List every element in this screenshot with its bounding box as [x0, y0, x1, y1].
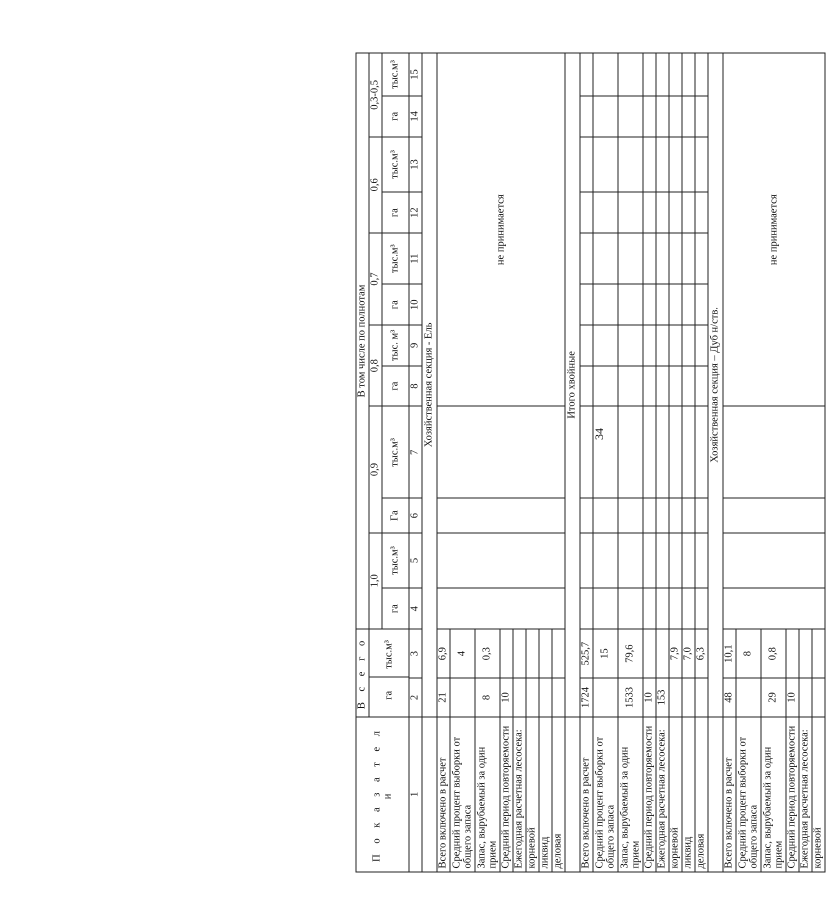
cell-total-vol — [552, 629, 565, 678]
row-label: корневой — [526, 717, 539, 872]
density-cell — [593, 588, 618, 629]
header-unit-vol: тыс. м³ — [382, 325, 409, 366]
density-cell — [593, 53, 618, 96]
density-cell — [593, 233, 618, 284]
column-number: 4 — [409, 588, 422, 629]
row-label: ликвид — [539, 717, 552, 872]
density-cell — [695, 406, 708, 498]
row-label: Запас, вырубаемый за один прием — [618, 717, 643, 872]
cell-total-vol — [799, 629, 812, 678]
cell-total-ha: 10 — [786, 678, 799, 717]
cell-total-ha — [513, 678, 526, 717]
not-accepted-note: не принимается — [437, 53, 565, 406]
header-total: В с е г о — [356, 629, 369, 717]
density-cell — [643, 284, 656, 325]
header-density-2: 0,9 — [369, 406, 382, 532]
density-cell — [682, 233, 695, 284]
cell-total-ha — [682, 678, 695, 717]
density-cell — [682, 498, 695, 532]
density-cell — [643, 53, 656, 96]
density-cell — [580, 192, 593, 233]
density-cell — [682, 192, 695, 233]
cell-total-vol — [500, 629, 513, 678]
density-cell — [656, 406, 669, 498]
density-cell — [656, 498, 669, 532]
cell-total-vol — [786, 629, 799, 678]
density-cell — [656, 366, 669, 407]
density-cell — [593, 325, 618, 366]
header-unit-ha: га — [382, 284, 409, 325]
cell-total-vol: 4 — [450, 629, 475, 678]
header-total-ha: га — [370, 676, 409, 713]
density-cell — [580, 366, 593, 407]
density-cell — [656, 588, 669, 629]
column-number: 3 — [409, 629, 422, 678]
density-cell — [682, 325, 695, 366]
rotated-table-frame — [356, 53, 824, 873]
header-density-3: 0,8 — [369, 325, 382, 406]
cell-total-vol: 7,0 — [682, 629, 695, 678]
column-number: 13 — [409, 137, 422, 193]
density-cell — [669, 325, 682, 366]
density-cell — [580, 96, 593, 137]
density-cell — [643, 96, 656, 137]
density-cell — [695, 366, 708, 407]
column-number: 7 — [409, 406, 422, 498]
header-unit-ha: Га — [382, 498, 409, 532]
density-cell — [618, 53, 643, 96]
cell-total-ha: 29 — [761, 678, 786, 717]
row-label: корневой — [812, 717, 825, 872]
table-row — [669, 53, 682, 872]
density-cell — [723, 498, 825, 532]
cell-total-ha — [450, 678, 475, 717]
density-cell — [618, 137, 643, 193]
cell-total-ha — [552, 678, 565, 717]
column-number: 14 — [409, 96, 422, 137]
density-cell — [682, 96, 695, 137]
row-label: Запас, вырубаемый за один прием — [761, 717, 786, 872]
table-row — [643, 53, 656, 872]
row-label: Средний процент выборки от общего запаса — [736, 717, 761, 872]
density-cell — [593, 96, 618, 137]
column-number: 12 — [409, 192, 422, 233]
density-cell — [593, 498, 618, 532]
cell-total-ha: 1724 — [580, 678, 593, 717]
density-cell — [695, 588, 708, 629]
table-row — [695, 53, 708, 872]
density-cell — [643, 533, 656, 589]
density-cell — [618, 233, 643, 284]
cell-total-ha — [812, 678, 825, 717]
density-cell — [695, 53, 708, 96]
density-cell — [643, 137, 656, 193]
row-label: Всего включено в расчет — [723, 717, 736, 872]
density-cell — [669, 137, 682, 193]
density-cell — [695, 498, 708, 532]
density-cell — [682, 53, 695, 96]
density-cell — [695, 192, 708, 233]
table-row — [656, 53, 669, 872]
density-cell — [618, 96, 643, 137]
row-label: Средний период повторяемости — [643, 717, 656, 872]
cell-total-vol: 8 — [736, 629, 761, 678]
density-cell — [656, 325, 669, 366]
row-label: Средний процент выборки от общего запаса — [450, 717, 475, 872]
density-cell — [618, 533, 643, 589]
density-cell — [437, 533, 565, 589]
header-unit-vol: тыс.м³ — [382, 406, 409, 498]
cell-total-vol: 0,8 — [761, 629, 786, 678]
cell-total-vol: 10,1 — [723, 629, 736, 678]
column-number: 10 — [409, 284, 422, 325]
table-row — [580, 53, 593, 872]
cell-total-ha: 10 — [500, 678, 513, 717]
row-label: Запас, вырубаемый за один прием — [475, 717, 500, 872]
density-cell — [669, 366, 682, 407]
cell-total-ha — [526, 678, 539, 717]
density-cell — [656, 192, 669, 233]
density-cell — [695, 325, 708, 366]
cell-total-ha — [593, 678, 618, 717]
section-title: Итого хвойные — [565, 53, 580, 717]
column-number: 11 — [409, 233, 422, 284]
density-cell — [618, 325, 643, 366]
density-cell — [682, 366, 695, 407]
density-cell — [695, 533, 708, 589]
density-cell — [656, 96, 669, 137]
column-number: 1 — [409, 717, 422, 872]
header-density-5: 0,6 — [369, 137, 382, 233]
column-number: 5 — [409, 533, 422, 589]
cell-total-vol — [643, 629, 656, 678]
section-title-row — [708, 53, 723, 872]
density-cell — [723, 588, 825, 629]
density-cell — [656, 533, 669, 589]
density-cell — [580, 533, 593, 589]
cell-total-vol: 6,9 — [437, 629, 450, 678]
row-label: деловая — [695, 717, 708, 872]
page-number: 34 — [592, 428, 606, 440]
cell-total-ha — [539, 678, 552, 717]
header-indicators: П о к а з а т е л и — [356, 717, 409, 872]
row-label: корневой — [669, 717, 682, 872]
row-label: деловая — [552, 717, 565, 872]
cell-total-vol — [539, 629, 552, 678]
table-row — [593, 53, 618, 872]
not-accepted-note: не принимается — [723, 53, 825, 406]
density-cell — [669, 96, 682, 137]
header-density-1: 1,0 — [369, 533, 382, 629]
density-cell — [643, 498, 656, 532]
cell-total-ha: 8 — [475, 678, 500, 717]
density-cell — [669, 588, 682, 629]
cell-total-vol — [513, 629, 526, 678]
header-total-spacer — [369, 629, 409, 717]
cell-total-vol: 15 — [593, 629, 618, 678]
header-unit-vol: тыс.м³ — [382, 137, 409, 193]
density-cell — [593, 533, 618, 589]
row-label: Ежегодная расчетная лесосека: — [656, 717, 669, 872]
cell-total-ha — [736, 678, 761, 717]
row-label: Средний процент выборки от общего запаса — [593, 717, 618, 872]
density-cell — [669, 284, 682, 325]
column-number: 6 — [409, 498, 422, 532]
density-cell — [695, 233, 708, 284]
column-number: 15 — [409, 53, 422, 96]
header-density-6: 0,3-0,5 — [369, 53, 382, 137]
cell-total-ha — [695, 678, 708, 717]
density-cell — [593, 284, 618, 325]
section-title-left — [565, 717, 580, 872]
density-cell — [682, 137, 695, 193]
table-row — [723, 53, 736, 872]
density-cell — [723, 533, 825, 589]
row-label: Всего включено в расчет — [580, 717, 593, 872]
density-cell — [580, 53, 593, 96]
density-cell — [643, 233, 656, 284]
header-density-4: 0,7 — [369, 233, 382, 325]
table-row — [682, 53, 695, 872]
density-cell — [656, 284, 669, 325]
header-unit-ha: га — [382, 192, 409, 233]
density-cell — [682, 284, 695, 325]
density-cell — [437, 406, 565, 498]
column-number: 2 — [409, 678, 422, 717]
density-cell — [580, 325, 593, 366]
header-unit-ha: га — [382, 96, 409, 137]
density-cell — [580, 284, 593, 325]
cell-total-ha: 21 — [437, 678, 450, 717]
density-cell — [593, 137, 618, 193]
header-by-density: В том числе по полнотам — [356, 53, 369, 629]
density-cell — [437, 588, 565, 629]
density-cell — [593, 366, 618, 407]
density-cell — [669, 406, 682, 498]
density-cell — [695, 137, 708, 193]
density-cell — [580, 137, 593, 193]
header-unit-vol: тыс.м³ — [382, 233, 409, 284]
cell-total-ha: 153 — [656, 678, 669, 717]
density-cell — [593, 192, 618, 233]
cell-total-vol — [656, 629, 669, 678]
density-cell — [723, 406, 825, 498]
density-cell — [669, 498, 682, 532]
cell-total-ha — [799, 678, 812, 717]
density-cell — [643, 366, 656, 407]
density-cell — [618, 284, 643, 325]
density-cell — [643, 325, 656, 366]
section-title-row — [422, 53, 437, 872]
density-cell — [669, 192, 682, 233]
row-label: Всего включено в расчет — [437, 717, 450, 872]
density-cell — [618, 366, 643, 407]
row-label: ликвид — [682, 717, 695, 872]
density-cell — [682, 533, 695, 589]
density-cell — [682, 406, 695, 498]
density-cell — [643, 192, 656, 233]
density-cell — [580, 406, 593, 498]
density-cell — [656, 233, 669, 284]
cell-total-vol: 0,3 — [475, 629, 500, 678]
cell-total-vol: 79,6 — [618, 629, 643, 678]
column-number: 9 — [409, 325, 422, 366]
cell-total-ha: 48 — [723, 678, 736, 717]
cell-total-vol — [526, 629, 539, 678]
density-cell — [656, 137, 669, 193]
table-row — [618, 53, 643, 872]
cell-total-vol — [812, 629, 825, 678]
column-number: 8 — [409, 366, 422, 407]
header-total-vol: тыс.м³ — [383, 640, 395, 669]
density-cell — [437, 498, 565, 532]
density-cell — [580, 498, 593, 532]
header-unit-vol: тыс.м³ — [382, 53, 409, 96]
density-cell — [695, 96, 708, 137]
density-cell — [643, 588, 656, 629]
section-title: Хозяйственная секция – Дуб н/ств. — [708, 53, 723, 717]
density-cell — [593, 406, 618, 498]
density-cell — [656, 53, 669, 96]
cutting-area-table — [356, 53, 826, 873]
density-cell — [618, 406, 643, 498]
cell-total-vol: 6,3 — [695, 629, 708, 678]
density-cell — [618, 498, 643, 532]
header-unit-ha: га — [382, 366, 409, 407]
cell-total-vol: 525,7 — [580, 629, 593, 678]
row-label: Средний период повторяемости — [786, 717, 799, 872]
section-title-left — [422, 717, 437, 872]
section-title-left — [708, 717, 723, 872]
density-cell — [580, 588, 593, 629]
section-title: Хозяйственная секция - Ель — [422, 53, 437, 717]
density-cell — [669, 233, 682, 284]
density-cell — [695, 284, 708, 325]
table-row — [437, 53, 450, 872]
row-label: Средний период повторяемости — [500, 717, 513, 872]
cell-total-ha — [669, 678, 682, 717]
cell-total-ha: 10 — [643, 678, 656, 717]
density-cell — [618, 192, 643, 233]
row-label: Ежегодная расчетная лесосека: — [799, 717, 812, 872]
cell-total-ha: 1533 — [618, 678, 643, 717]
density-cell — [669, 533, 682, 589]
header-unit-ha: га — [382, 588, 409, 629]
density-cell — [682, 588, 695, 629]
header-unit-vol: тыс.м³ — [382, 533, 409, 589]
cell-total-vol: 7,9 — [669, 629, 682, 678]
density-cell — [643, 406, 656, 498]
section-title-row — [565, 53, 580, 872]
column-number-row — [409, 53, 422, 872]
density-cell — [580, 233, 593, 284]
density-cell — [669, 53, 682, 96]
row-label: Ежегодная расчетная лесосека: — [513, 717, 526, 872]
density-cell — [618, 588, 643, 629]
